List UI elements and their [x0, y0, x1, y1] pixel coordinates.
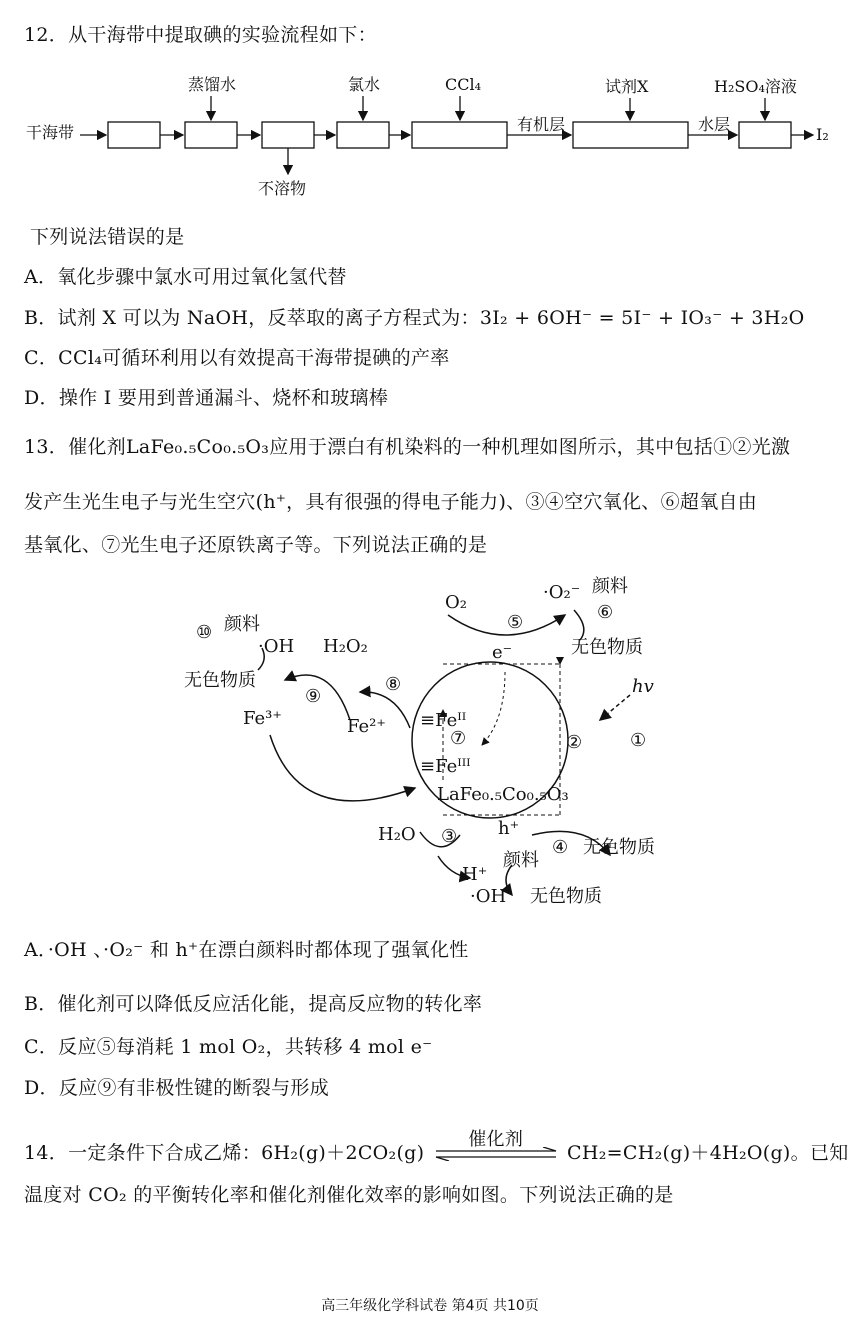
flow-box-back-extract — [573, 122, 688, 148]
hole-label: h⁺ — [498, 818, 520, 839]
colorless-label-right: 无色物质 — [583, 837, 655, 858]
num-9: ⑨ — [305, 686, 322, 707]
flow-box-extract — [412, 122, 507, 148]
pigment-label-bottom: 颜料 — [503, 850, 539, 871]
num-2: ② — [566, 732, 583, 753]
flow-reagent-x: 试剂X — [605, 77, 649, 96]
flow-reagent-cl: 氯水 — [348, 75, 381, 94]
fe-iii-label: ≡Feᴵᴵᴵ — [420, 756, 471, 777]
colorless-label-left: 无色物质 — [184, 670, 256, 691]
q13-option-b: B．催化剂可以降低反应活化能，提高反应物的转化率 — [24, 993, 483, 1015]
flow-waste: 不溶物 — [258, 179, 307, 198]
q12-option-c: C．CCl₄可循环利用以有效提高干海带提碘的产率 — [24, 347, 450, 369]
flow-box-filter — [262, 122, 314, 148]
q12-option-b-equation: 3I₂ + 6OH⁻ = 5I⁻ + IO₃⁻ + 3H₂O — [479, 307, 805, 329]
q14-stem-line1 — [24, 1129, 849, 1165]
num-7: ⑦ — [450, 728, 467, 749]
q13-option-a: A．·OH 、·O₂⁻ 和 h⁺在漂白颜料时都体现了强氧化性 — [24, 939, 469, 961]
flow-box-oxidize — [337, 122, 389, 148]
oh-label-bottom: ·OH — [470, 886, 507, 907]
fe-ii-label: ≡Feᴵᴵ — [420, 710, 467, 731]
num-4: ④ — [552, 837, 569, 858]
fe2-label: Fe²⁺ — [347, 716, 386, 737]
colorless-label-top: 无色物质 — [571, 637, 643, 658]
num-3: ③ — [441, 826, 458, 847]
flow-reagent-ccl4: CCl₄ — [445, 75, 482, 94]
pigment-label-left: 颜料 — [224, 614, 260, 635]
q14-stem-line2: 温度对 CO₂ 的平衡转化率和催化剂催化效率的影响如图。下列说法正确的是 — [24, 1184, 674, 1206]
q13-mechanism-diagram — [0, 560, 860, 910]
equilibrium-arrow — [431, 1129, 561, 1165]
num-8: ⑧ — [385, 674, 402, 695]
q12-option-b-text: B．试剂 X 可以为 NaOH，反萃取的离子方程式为： — [24, 307, 480, 329]
q14-products: CH₂=CH₂(g)＋4H₂O(g)。已知 — [567, 1142, 849, 1164]
o2-label: O₂ — [445, 592, 467, 613]
equilibrium-arrow-icon — [431, 1147, 561, 1161]
pigment-label-top: 颜料 — [592, 576, 628, 597]
page-footer: 高三年级化学科试卷 第4页 共10页 — [321, 1298, 539, 1314]
flow-start: 干海带 — [26, 123, 75, 142]
q12-option-b — [24, 303, 804, 330]
h2o-label: H₂O — [378, 824, 416, 845]
num-10: ⑩ — [196, 622, 213, 643]
colorless-label-bottom: 无色物质 — [530, 886, 602, 907]
hv-label: hv — [632, 676, 654, 697]
oh-label-left: ·OH — [258, 636, 295, 657]
q12-flow-diagram — [0, 70, 860, 210]
num-5: ⑤ — [507, 612, 524, 633]
q12-option-a: A．氧化步骤中氯水可用过氧化氢代替 — [24, 266, 347, 288]
h2o2-label: H₂O₂ — [323, 636, 368, 657]
superoxide-label: ·O₂⁻ — [543, 582, 581, 603]
flow-reagent-h2so4: H₂SO₄溶液 — [714, 77, 797, 96]
catalyst-label: LaFe₀.₅Co₀.₅O₃ — [437, 784, 569, 805]
q13-option-c: C．反应⑤每消耗 1 mol O₂，共转移 4 mol e⁻ — [24, 1036, 433, 1058]
flow-box-operation — [739, 122, 791, 148]
flow-box-roast — [108, 122, 160, 148]
q12-ask: 下列说法错误的是 — [30, 226, 185, 248]
catalyst-condition: 催化剂 — [468, 1129, 524, 1150]
flow-layer-aq: 水层 — [698, 115, 731, 134]
q13-stem-line3: 基氧化、⑦光生电子还原铁离子等。下列说法正确的是 — [24, 534, 488, 556]
flow-layer-org: 有机层 — [517, 115, 566, 134]
q13-stem-line2: 发产生光生电子与光生空穴(h⁺，具有很强的得电子能力)、③④空穴氧化、⑥超氧自由 — [24, 491, 758, 513]
flow-product: I₂ — [816, 125, 829, 144]
q13-stem-line1: 13．催化剂LaFe₀.₅Co₀.₅O₃应用于漂白有机染料的一种机理如图所示，其中包括①②光激 — [24, 436, 791, 458]
num-6: ⑥ — [597, 602, 614, 623]
fe3-label: Fe³⁺ — [243, 708, 282, 729]
flow-box-dissolve — [185, 122, 237, 148]
num-1: ① — [630, 730, 647, 751]
q14-reactants: 14．一定条件下合成乙烯：6H₂(g)＋2CO₂(g) — [24, 1142, 425, 1164]
flow-reagent-water: 蒸馏水 — [188, 75, 237, 94]
electron-label: e⁻ — [492, 642, 513, 663]
hplus-label: H⁺ — [462, 864, 488, 885]
q13-option-d: D．反应⑨有非极性键的断裂与形成 — [24, 1077, 330, 1099]
q12-option-d: D．操作 I 要用到普通漏斗、烧杯和玻璃棒 — [24, 387, 389, 409]
q12-stem: 12．从干海带中提取碘的实验流程如下： — [24, 24, 377, 46]
